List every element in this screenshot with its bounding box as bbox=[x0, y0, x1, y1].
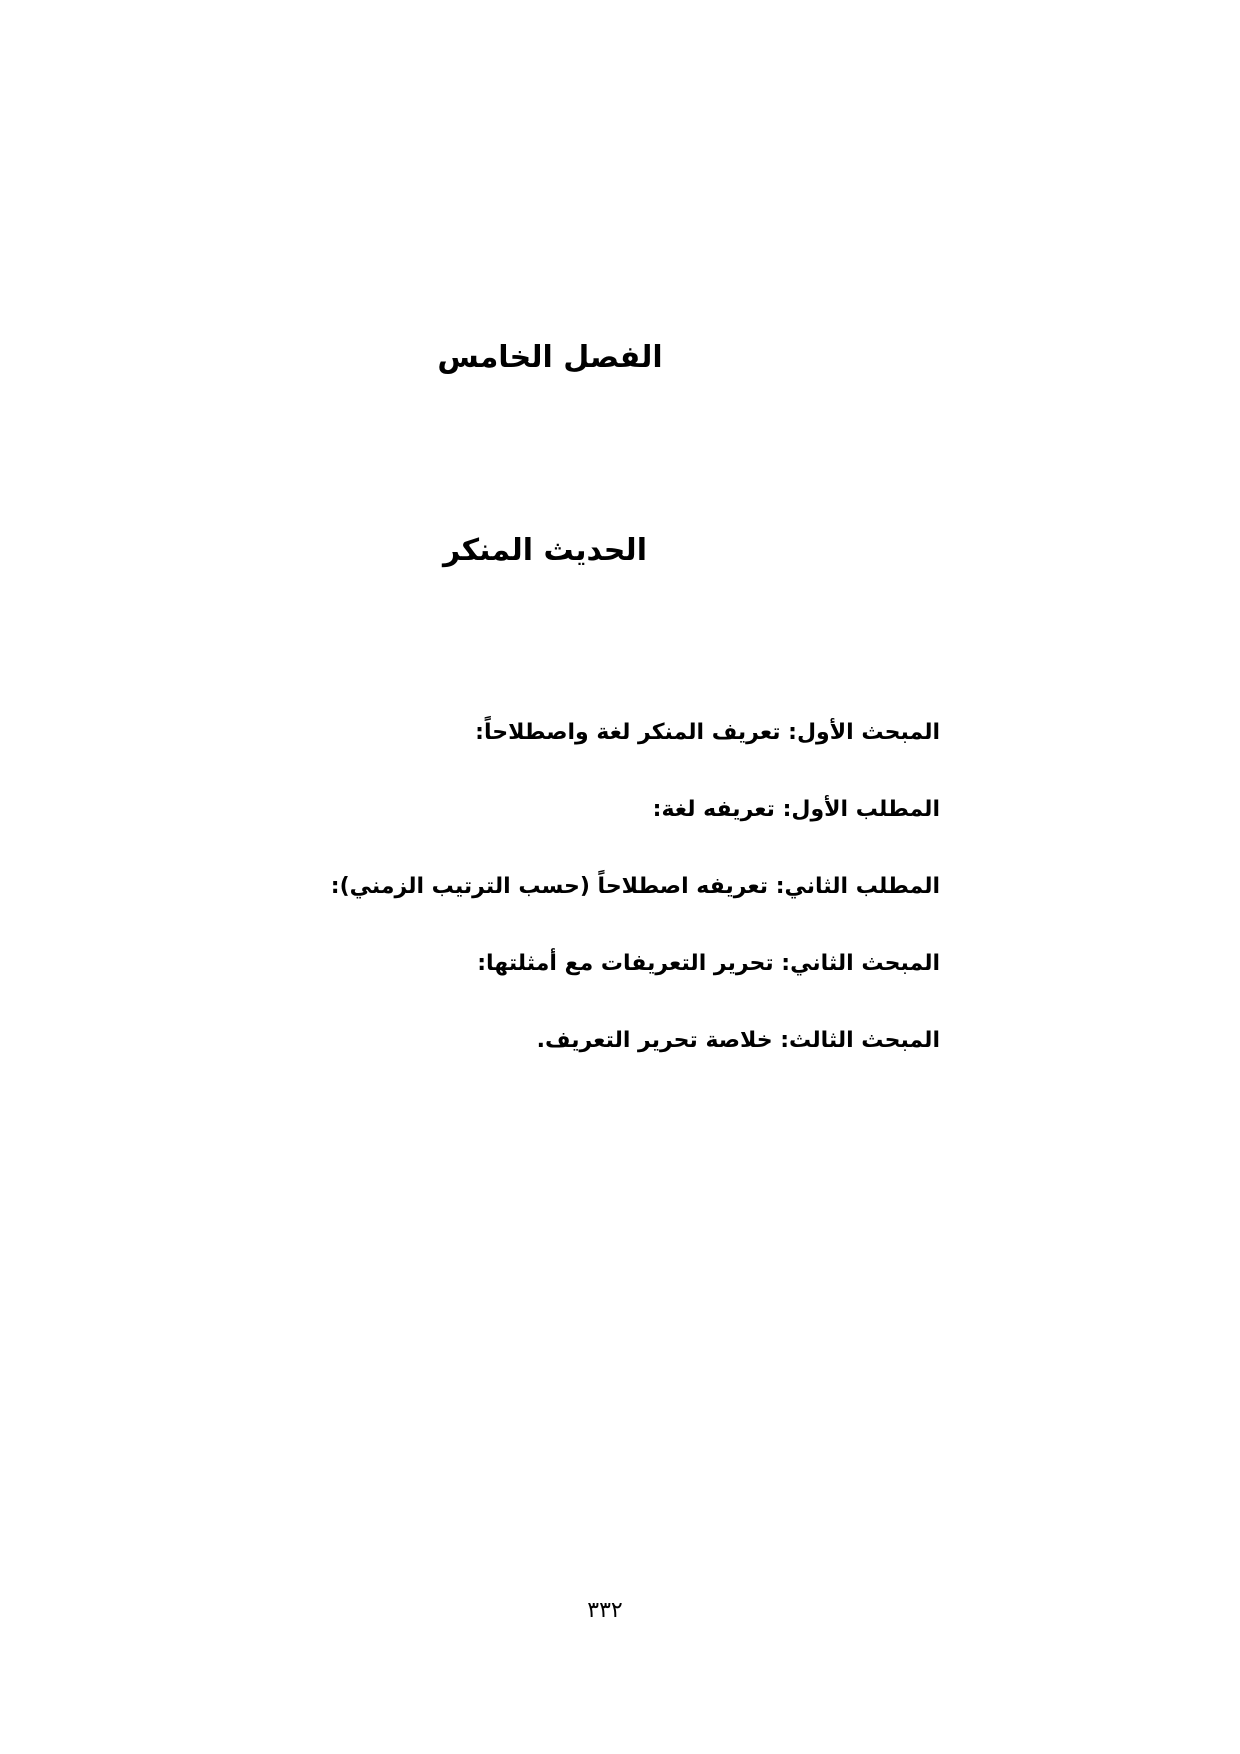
toc-item-section-1: المبحث الأول: تعريف المنكر لغة واصطلاحاً: bbox=[475, 720, 940, 745]
toc-item-subsection-2: المطلب الثاني: تعريفه اصطلاحاً (حسب الترتيب الزمني): bbox=[330, 874, 940, 899]
toc-item-subsection-1: المطلب الأول: تعريفه لغة: bbox=[652, 797, 940, 822]
chapter-contents-list bbox=[240, 718, 940, 1103]
toc-item-section-2: المبحث الثاني: تحرير التعريفات مع أمثلتها: bbox=[477, 951, 940, 976]
page-number: ٣٣٢ bbox=[587, 1598, 623, 1623]
chapter-subtitle: الحديث المنكر bbox=[443, 533, 647, 568]
chapter-title: الفصل الخامس bbox=[437, 340, 663, 375]
toc-item-section-3: المبحث الثالث: خلاصة تحرير التعريف. bbox=[536, 1028, 940, 1053]
